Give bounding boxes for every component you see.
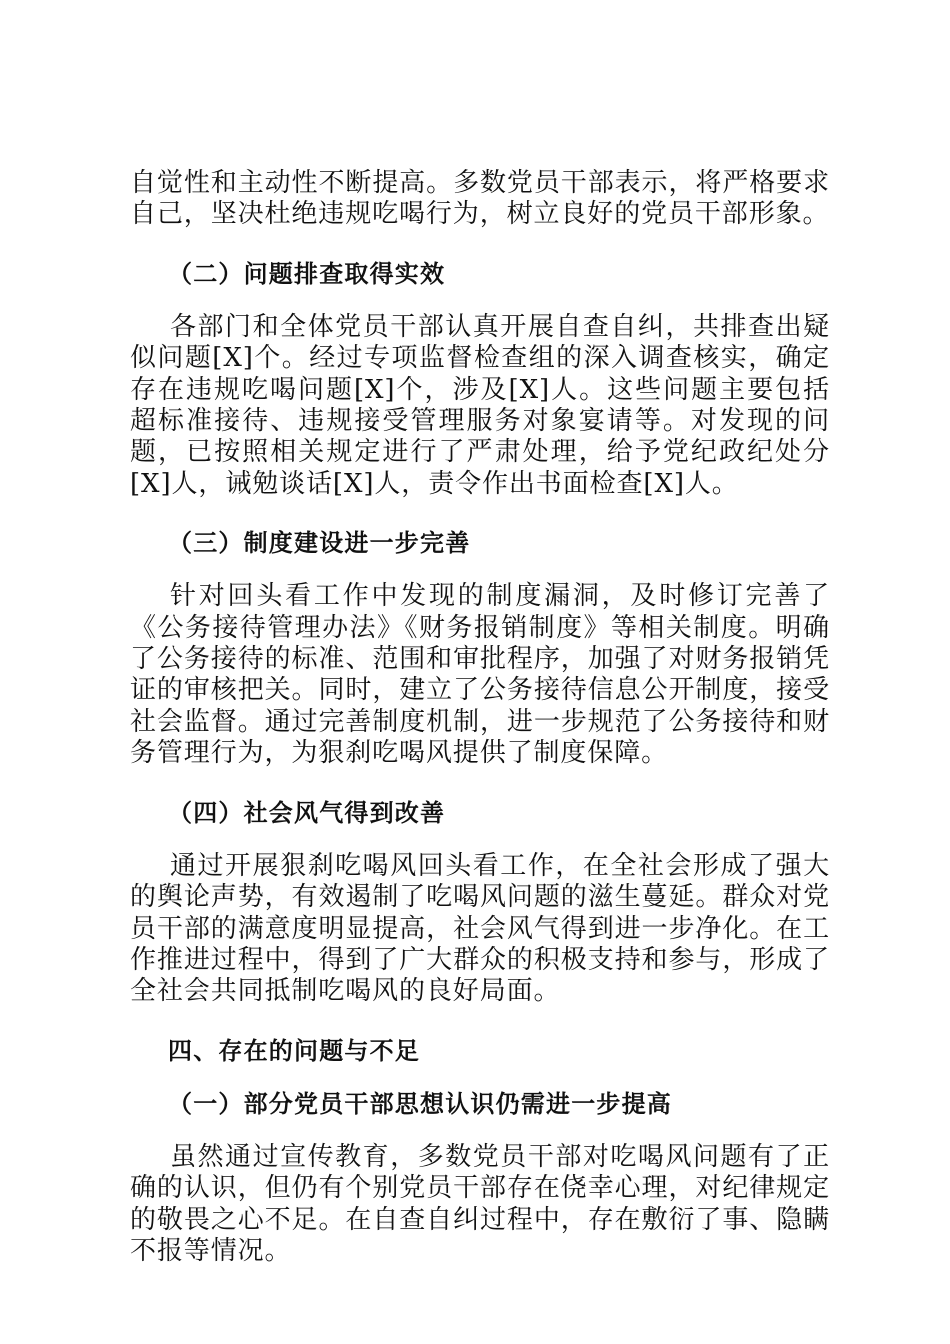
spacer — [130, 231, 830, 259]
paragraph-system-building: 针对回头看工作中发现的制度漏洞，及时修订完善了《公务接待管理办法》《财务报销制度》等相关制度。明确了公务接待的标准、范围和审批程序，加强了对财务报销凭证的审核把关。同时，建立了公务接待信息公开制度，接受社会监督。通过完善制度机制，进一步规范了公务接待和财务管理行为，为狠刹吃喝风提供了制度保障。 — [130, 581, 830, 769]
spacer — [130, 290, 830, 312]
paragraph-ideological-awareness: 虽然通过宣传教育，多数党员干部对吃喝风问题有了正确的认识，但仍有个别党员干部存在侥幸心理，对纪律规定的敬畏之心不足。在自查自纠过程中，存在敷衍了事、隐瞒不报等情况。 — [130, 1141, 830, 1266]
heading-section-four: 四、存在的问题与不足 — [168, 1036, 420, 1065]
heading-social-atmosphere: （四）社会风气得到改善 — [168, 798, 446, 827]
document-body — [130, 168, 830, 1267]
paragraph-problem-screening: 各部门和全体党员干部认真开展自查自纠，共排查出疑似问题[X]个。经过专项监督检查组的深入调查核实，确定存在违规吃喝问题[X]个，涉及[X]人。这些问题主要包括超标准接待、违规接受管理服务对象宴请等。对发现的问题，已按照相关规定进行了严肃处理，给予党纪政纪处分[X]人，诫勉谈话[X]人，责令作出书面检查[X]人。 — [130, 311, 830, 499]
heading-system-building: （三）制度建设进一步完善 — [168, 529, 471, 558]
spacer — [130, 559, 830, 581]
heading-ideological-awareness: （一）部分党员干部思想认识仍需进一步提高 — [168, 1089, 672, 1118]
spacer — [130, 829, 830, 851]
spacer — [130, 1067, 830, 1089]
spacer — [130, 1008, 830, 1036]
spacer — [130, 1120, 830, 1142]
spacer — [130, 770, 830, 798]
spacer — [130, 500, 830, 528]
paragraph-self-awareness: 自觉性和主动性不断提高。多数党员干部表示，将严格要求自己，坚决杜绝违规吃喝行为，树立良好的党员干部形象。 — [130, 168, 830, 230]
paragraph-social-atmosphere: 通过开展狠刹吃喝风回头看工作，在全社会形成了强大的舆论声势，有效遏制了吃喝风问题的滋生蔓延。群众对党员干部的满意度明显提高，社会风气得到进一步净化。在工作推进过程中，得到了广大群众的积极支持和参与，形成了全社会共同抵制吃喝风的良好局面。 — [130, 850, 830, 1007]
heading-problem-screening: （二）问题排查取得实效 — [168, 259, 446, 288]
